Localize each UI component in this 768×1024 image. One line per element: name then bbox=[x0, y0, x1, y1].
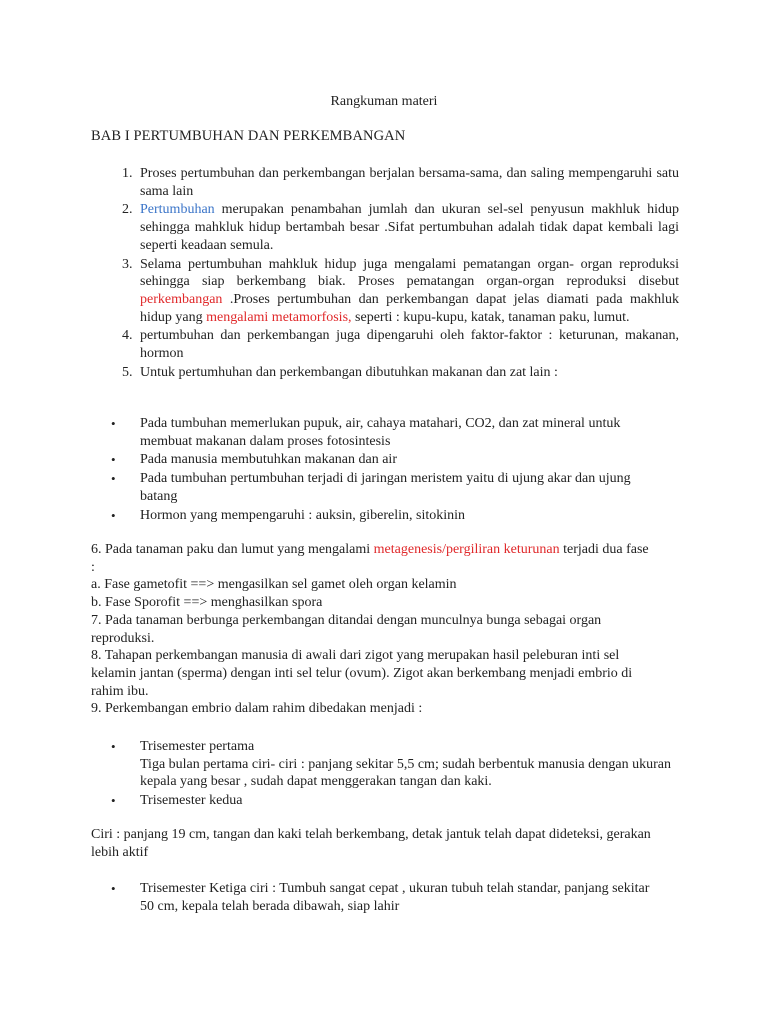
bullet-icon: • bbox=[111, 507, 116, 523]
trimester-3-text: Trisemester Ketiga ciri : Tumbuh sangat cepat , ukuran tubuh telah standar, panjang sekitar 50 cm, kepala telah berada dibawah, siap lahir bbox=[140, 881, 650, 914]
highlighted-term: perkembangan bbox=[140, 291, 223, 307]
bullet-item-2 bbox=[111, 451, 661, 469]
numbered-item-5 bbox=[136, 364, 679, 382]
bullet-item-4 bbox=[111, 507, 661, 525]
bullet-icon: • bbox=[111, 416, 116, 431]
trimester-3-list bbox=[91, 880, 661, 915]
bullet-text: Hormon yang mempengaruhi : auksin, giberelin, sitokinin bbox=[140, 507, 466, 523]
list-item-trimester-2 bbox=[111, 792, 681, 810]
bullet-item-3 bbox=[111, 470, 661, 505]
bullet-icon: • bbox=[111, 739, 116, 754]
bullet-text: Pada tumbuhan pertumbuhan terjadi di jaringan meristem yaitu di ujung akar dan ujung batang bbox=[140, 471, 631, 504]
paragraph-6-text: 6. Pada tanaman paku dan lumut yang mengalami bbox=[91, 542, 374, 557]
item-text: .Proses pertumbuhan dan perkembangan dapat jelas diamati pada makhluk hidup yang bbox=[140, 291, 679, 325]
bullet-icon: • bbox=[111, 793, 116, 809]
bullet-icon: • bbox=[111, 471, 116, 487]
line-a: a. Fase gametofit ==> mengasilkan sel gamet oleh organ kelamin bbox=[91, 577, 457, 593]
bullet-text: Pada tumbuhan memerlukan pupuk, air, cahaya matahari, CO2, dan zat mineral untuk membuat makanan dalam proses fotosintesis bbox=[140, 416, 621, 449]
item-text: Untuk pertumhuhan dan perkembangan dibutuhkan makanan dan zat lain : bbox=[140, 364, 558, 380]
numbered-list bbox=[91, 165, 679, 381]
line-b: b. Fase Sporofit ==> menghasilkan spora bbox=[91, 595, 323, 611]
item-text: seperti : kupu-kupu, katak, tanaman paku, lumut. bbox=[351, 309, 630, 325]
bullet-icon: • bbox=[111, 881, 116, 896]
item-text: merupakan penambahan jumlah dan ukuran sel-sel penyusun makhluk hidup sehingga mahkluk hidup bertambah besar .Sifat pertumbuhan adalah tidak dapat kembali lagi seperti keadaan semula. bbox=[140, 202, 679, 253]
list-item-trimester-3 bbox=[111, 880, 661, 915]
highlighted-term: mengalami metamorfosis, bbox=[206, 309, 352, 325]
body-text-block bbox=[91, 541, 651, 718]
numbered-item-3 bbox=[136, 256, 679, 327]
bullet-item-1 bbox=[111, 415, 661, 450]
item-text: Proses pertumbuhan dan perkembangan berjalan bersama-sama, dan saling mempengaruhi satu sama lain bbox=[140, 166, 679, 199]
numbered-item-2 bbox=[136, 201, 679, 254]
item-text: Selama pertumbuhan mahkluk hidup juga mengalami pematangan organ- organ reproduksi sehingga siap berkembang biak. Proses pematangan organ-organ reproduksi disebut bbox=[140, 256, 679, 290]
paragraph-7: 7. Pada tanaman berbunga perkembangan ditandai dengan munculnya bunga sebagai organ reproduksi. bbox=[91, 612, 602, 646]
paragraph-9: 9. Perkembangan embrio dalam rahim dibedakan menjadi : bbox=[91, 701, 423, 717]
trimester-1-detail: Tiga bulan pertama ciri- ciri : panjang sekitar 5,5 cm; sudah berbentuk manusia dengan ukuran kepala yang besar , sudah dapat menggerakan tangan dan kaki. bbox=[140, 756, 671, 790]
paragraph-6-text-end: terjadi dua fase : bbox=[91, 542, 649, 575]
trimester-2-label: Trisemester kedua bbox=[140, 793, 243, 809]
numbered-item-1 bbox=[136, 165, 679, 200]
list-item-trimester-1 bbox=[111, 738, 681, 791]
bullet-list bbox=[91, 415, 661, 524]
paragraph-8: 8. Tahapan perkembangan manusia di awali dari zigot yang merupakan hasil peleburan inti sel kelamin jantan (sperma) dengan inti sel telur (ovum). Zigot akan berkembang menjadi embrio di rahim ibu. bbox=[91, 648, 633, 699]
bullet-list-block bbox=[91, 415, 661, 525]
paragraph-6-highlight: metagenesis/pergiliran keturunan bbox=[373, 542, 560, 557]
bullet-text: Pada manusia membutuhkan makanan dan air bbox=[140, 452, 397, 468]
highlighted-term: Pertumbuhan bbox=[140, 202, 215, 218]
numbered-item-4 bbox=[136, 327, 679, 362]
bullet-icon: • bbox=[111, 452, 116, 468]
trimester-3-block bbox=[91, 880, 661, 916]
trimester-list bbox=[91, 738, 681, 810]
ciri-paragraph: Ciri : panjang 19 cm, tangan dan kaki telah berkembang, detak jantuk telah dapat dideteksi, gerakan lebih aktif bbox=[91, 827, 651, 860]
numbered-list-block bbox=[91, 165, 679, 382]
ciri-paragraph-block bbox=[91, 826, 681, 861]
trimester-1-label: Trisemester pertama bbox=[140, 739, 255, 754]
trimester-list-block bbox=[91, 738, 681, 811]
paragraph-6 bbox=[91, 541, 651, 576]
chapter-heading: BAB I PERTUMBUHAN DAN PERKEMBANGAN bbox=[91, 128, 406, 144]
document-title: Rangkuman materi bbox=[330, 94, 438, 109]
item-text: pertumbuhan dan perkembangan juga dipengaruhi oleh faktor-faktor : keturunan, makanan, hormon bbox=[140, 328, 679, 362]
